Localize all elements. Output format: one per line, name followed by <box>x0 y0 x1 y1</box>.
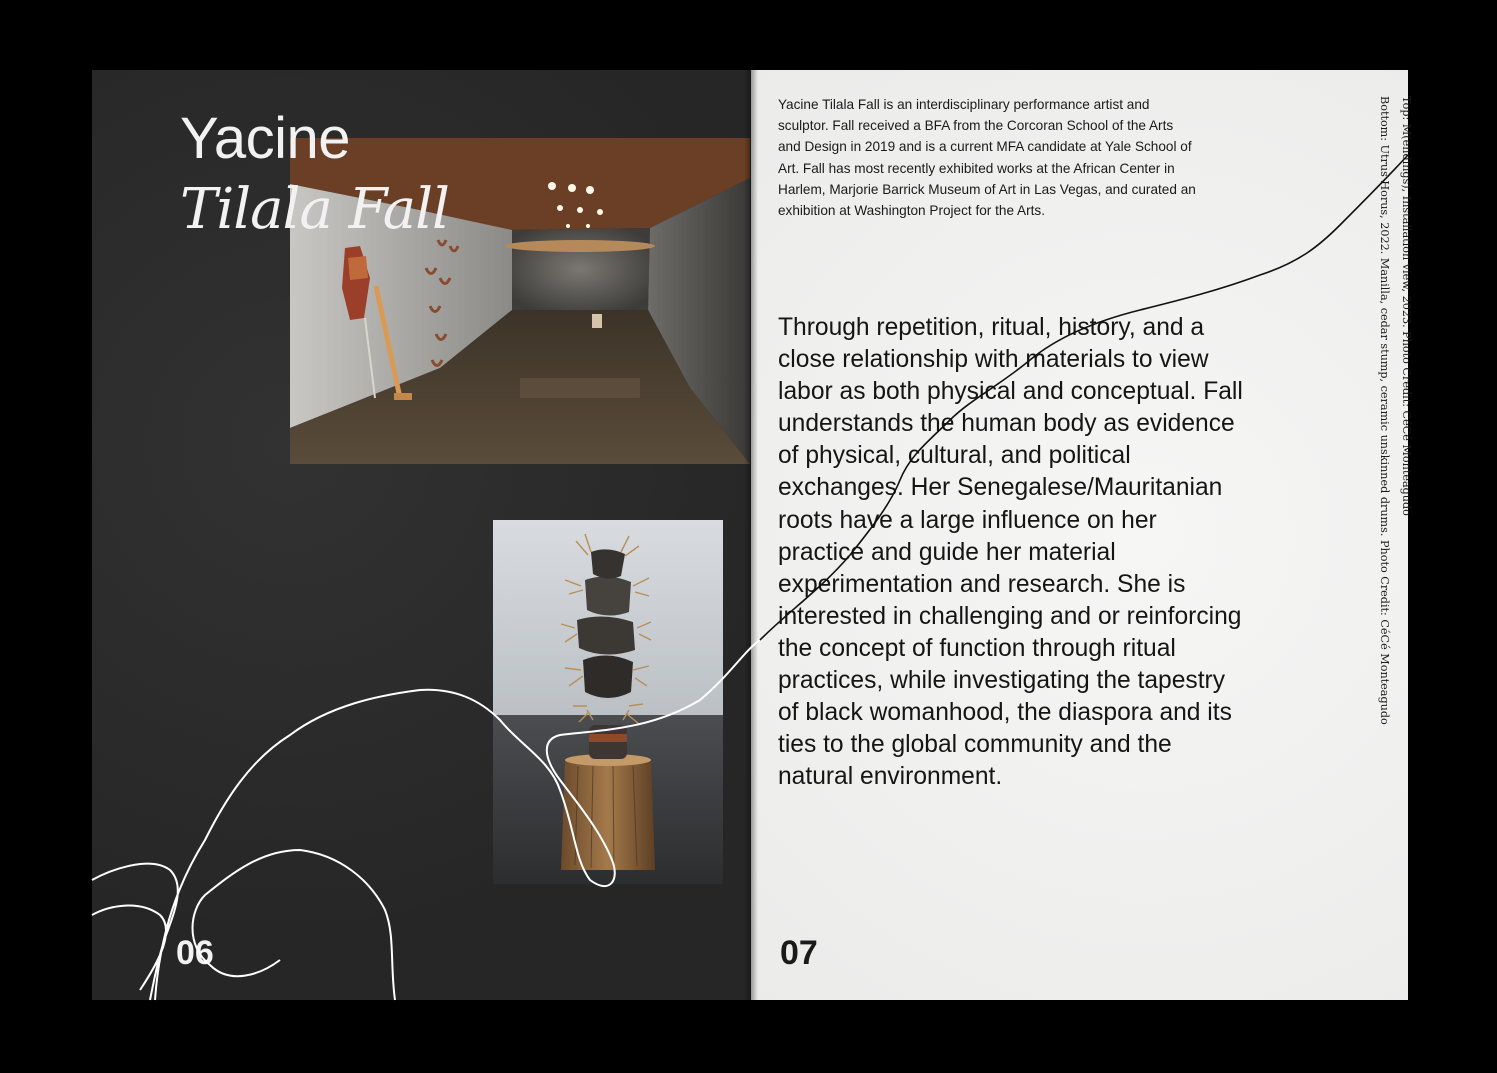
artist-bio: Yacine Tilala Fall is an interdisciplinary performance artist and sculptor. Fall received a BFA from the Corcoran School of the Arts and Design in 2019 and is a current MFA candidate at Yale School of Art. Fall has most recently exhibited works at the African Center in Harlem, Marjorie Barrick Museum of Art in Las Vegas, and curated an exhibition at Washington Project for the Arts. <box>778 97 1196 219</box>
artist-last-name: Tilala Fall <box>180 177 449 242</box>
sculpture-photo-illustration <box>493 520 723 884</box>
left-page <box>92 70 751 1000</box>
magazine-spread <box>92 70 1413 1000</box>
artist-statement: Through repetition, ritual, history, and a close relationship with materials to view labor as both physical and conceptual. Fall understands the human body as evidence of physical, cultural, and political exchanges. Her Senegalese/Mauritanian roots have a large influence on her practice and guide her material experimentation and research. She is interested in challenging and or reinforcing the concept of function through ritual practices, while investigating the tapestry of black womanhood, the diaspora and its ties to the global community and the natural environment. <box>778 314 1243 791</box>
page-number-right: 07 <box>780 934 818 972</box>
spine-shadow <box>744 70 758 1000</box>
page-number-left: 06 <box>176 934 214 972</box>
sculpture-photo <box>493 520 723 884</box>
artist-first-name: Yacine <box>180 106 351 171</box>
caption-top: Top: M(endings), Installation view, 2023. Photo Credit: CéCé Monteagudo <box>1400 96 1413 516</box>
caption-bottom: Bottom: Utrus Horus, 2022. Manilla, cedar stump, ceramic unskinned drums. Photo Credit: CéCé Monteagudo <box>1378 96 1391 725</box>
right-page <box>751 70 1413 1000</box>
photo-captions <box>1373 96 1417 725</box>
